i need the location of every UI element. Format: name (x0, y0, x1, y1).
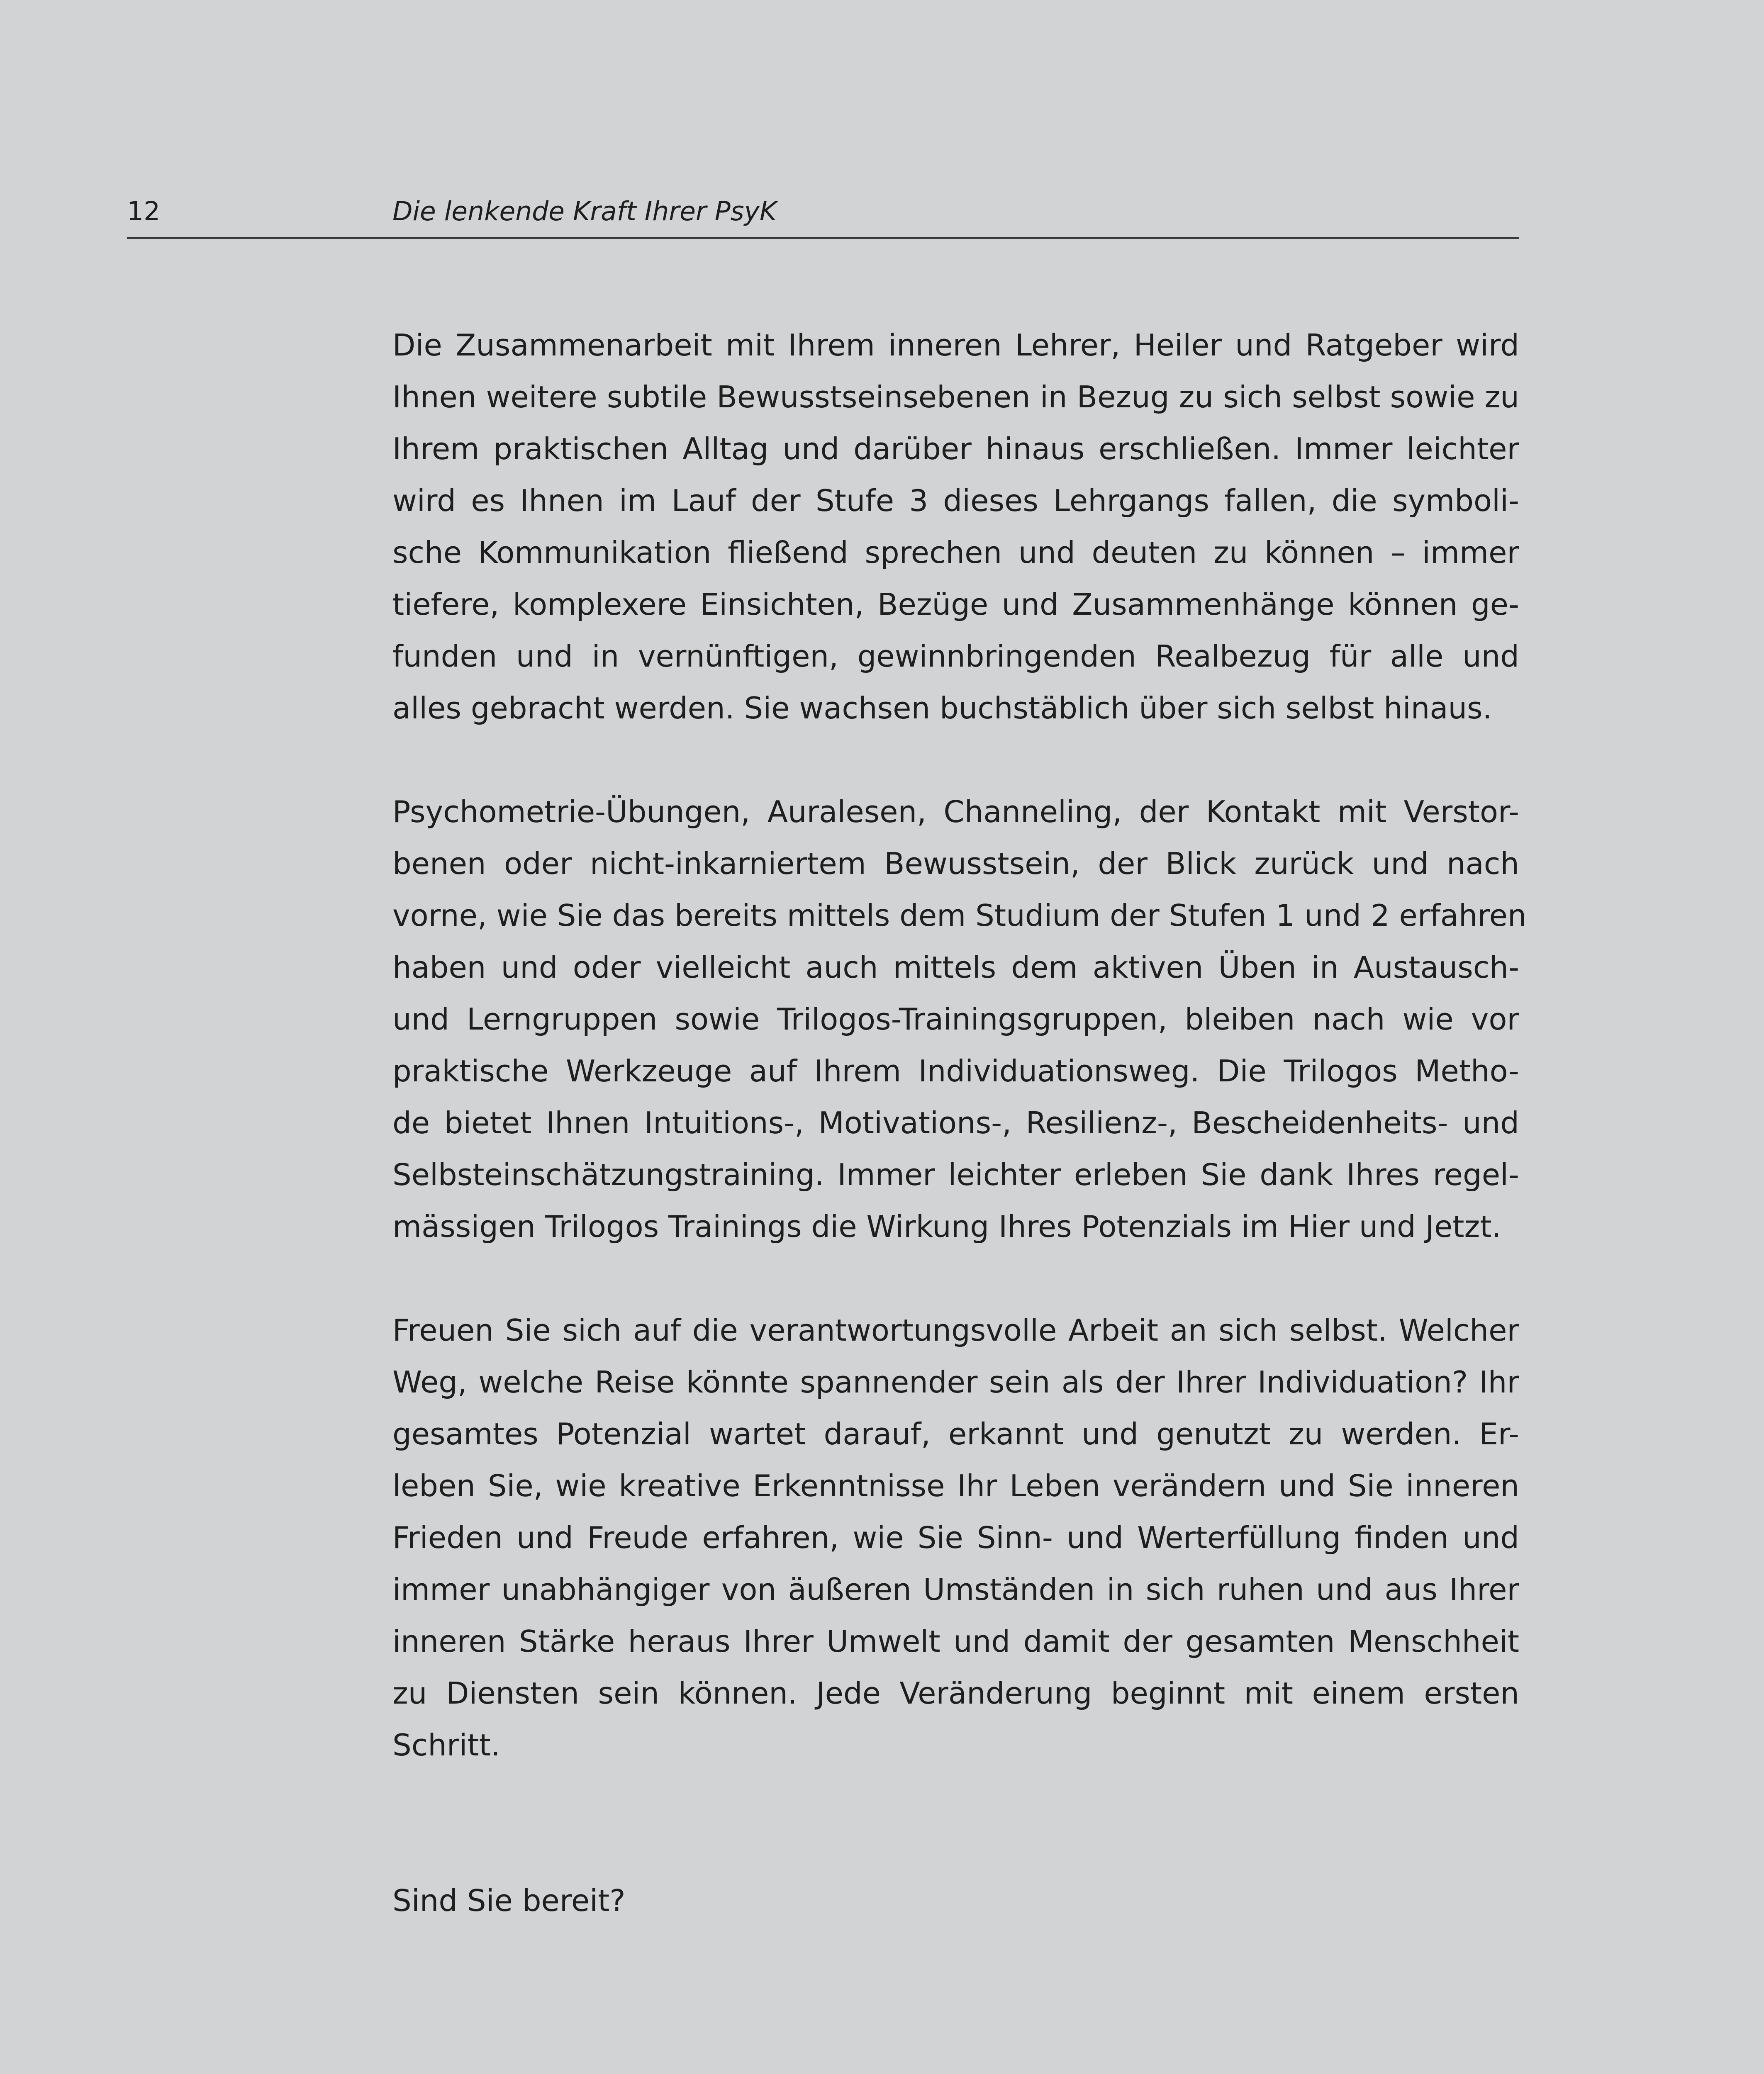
text-line: leben Sie, wie kreative Erkenntnisse Ihr Leben verändern und Sie inneren (392, 1468, 1519, 1503)
text-line: Die Zusammenarbeit mit Ihrem inneren Lehrer, Heiler und Ratgeber wird (392, 328, 1519, 363)
text-line: gesamtes Potenzial wartet darauf, erkannt und genutzt zu werden. Er- (392, 1417, 1519, 1451)
text-line: und Lerngruppen sowie Trilogos-Trainingsgruppen, bleiben nach wie vor (392, 1002, 1519, 1037)
text-line: praktische Werkzeuge auf Ihrem Individuationsweg. Die Trilogos Metho- (392, 1054, 1519, 1088)
body-text (392, 319, 1527, 1927)
text-line: alles gebracht werden. Sie wachsen buchstäblich über sich selbst hinaus. (392, 691, 1492, 725)
text-line: Ihrem praktischen Alltag und darüber hinaus erschließen. Immer leichter (392, 431, 1519, 466)
text-line: Weg, welche Reise könnte spannender sein als der Ihrer Individuation? Ihr (392, 1365, 1519, 1400)
text-line: vorne, wie Sie das bereits mittels dem Studium der Stufen 1 und 2 erfahren (392, 898, 1527, 933)
text-line: immer unabhängiger von äußeren Umständen in sich ruhen und aus Ihrer (392, 1572, 1519, 1607)
page-number: 12 (127, 196, 161, 226)
text-line: mässigen Trilogos Trainings die Wirkung Ihres Potenzials im Hier und Jetzt. (392, 1209, 1501, 1244)
text-line: benen oder nicht-inkarniertem Bewusstsein, der Blick zurück und nach (392, 846, 1519, 881)
text-line: Schritt. (392, 1728, 500, 1762)
text-line: haben und oder vielleicht auch mittels dem aktiven Üben in Austausch- (392, 950, 1519, 985)
text-line: inneren Stärke heraus Ihrer Umwelt und damit der gesamten Menschheit (392, 1624, 1519, 1659)
text-line: Psychometrie-Übungen, Auralesen, Channeling, der Kontakt mit Verstor- (392, 794, 1519, 829)
text-line: wird es Ihnen im Lauf der Stufe 3 dieses Lehrgangs fallen, die symboli- (392, 483, 1519, 518)
running-title: Die lenkende Kraft Ihrer PsyK (392, 196, 777, 226)
paragraph-2 (392, 786, 1527, 1253)
text-line: funden und in vernünftigen, gewinnbringenden Realbezug für alle und (392, 639, 1519, 674)
text-line: sche Kommunikation fließend sprechen und deuten zu können – immer (392, 535, 1519, 570)
text-line: Frieden und Freude erfahren, wie Sie Sinn- und Werterfüllung finden und (392, 1520, 1519, 1555)
text-line: Selbsteinschätzungstraining. Immer leichter erleben Sie dank Ihres regel- (392, 1157, 1519, 1192)
paragraph-3 (392, 1305, 1519, 1771)
text-line: Ihnen weitere subtile Bewusstseinsebenen in Bezug zu sich selbst sowie zu (392, 380, 1519, 414)
text-line: zu Diensten sein können. Jede Veränderung beginnt mit einem ersten (392, 1676, 1519, 1711)
closing-question (392, 1875, 1519, 1927)
paragraph-1 (392, 319, 1519, 734)
text-line: tiefere, komplexere Einsichten, Bezüge und Zusammenhänge können ge- (392, 587, 1519, 622)
text-line: de bietet Ihnen Intuitions-, Motivations-, Resilienz-, Bescheidenheits- und (392, 1105, 1519, 1140)
text-line: Sind Sie bereit? (392, 1883, 626, 1918)
text-line: Freuen Sie sich auf die verantwortungsvolle Arbeit an sich selbst. Welcher (392, 1313, 1519, 1348)
page-header (127, 195, 1519, 239)
